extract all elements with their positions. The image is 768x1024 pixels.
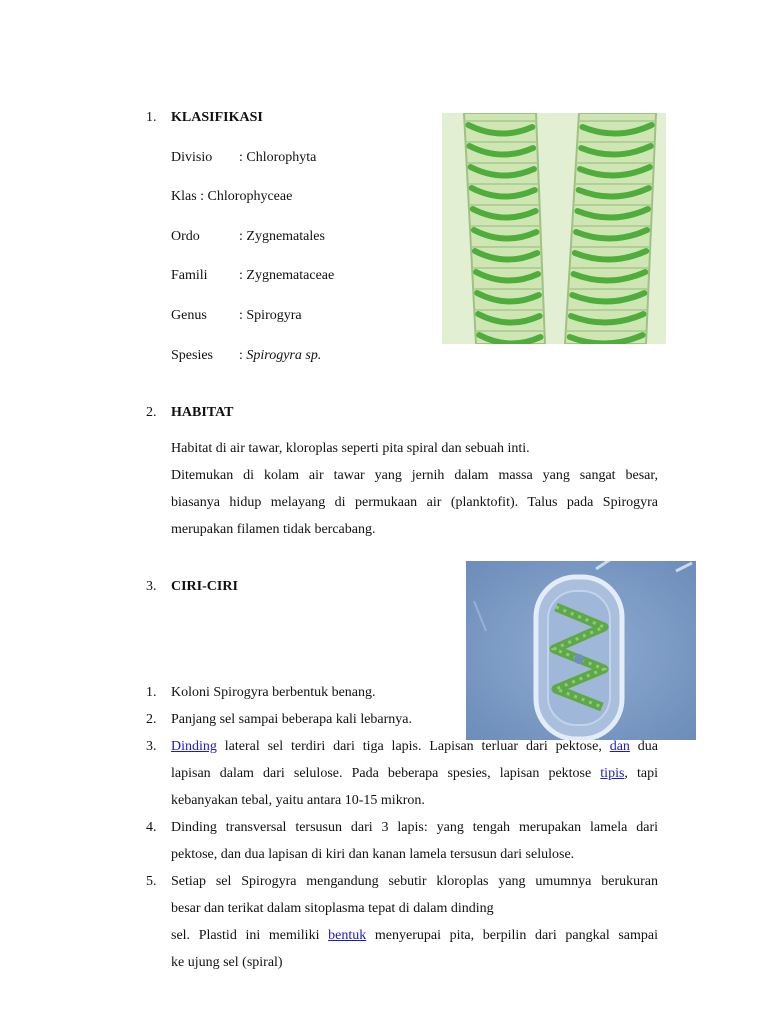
list-text-line-2: [171, 760, 658, 787]
section-2-heading: HABITAT: [171, 405, 234, 420]
list-text-line-1: Dinding transversal tersusun dari 3 lapis: yang tengah merupakan lamela dari: [171, 820, 658, 835]
taxonomy-label: Spesies: [171, 348, 213, 363]
taxonomy-row-ordo: [171, 229, 325, 245]
habitat-paragraph-1: Habitat di air tawar, kloroplas seperti pita spiral dan sebuah inti.: [171, 441, 530, 456]
taxonomy-label: Divisio: [171, 150, 213, 165]
taxonomy-value: : Spirogyra: [239, 308, 302, 323]
taxonomy-value: : Zygnematales: [239, 229, 325, 244]
taxonomy-label: Ordo: [171, 229, 200, 244]
species-name: Spirogyra sp.: [246, 348, 322, 363]
taxonomy-label: Genus: [171, 308, 207, 323]
list-text-line-3: kebanyakan tebal, yaitu antara 10-15 mikron.: [171, 793, 425, 808]
habitat-paragraph-2-line-3: merupakan filamen tidak bercabang.: [171, 522, 376, 537]
section-1-heading: KLASIFIKASI: [171, 110, 263, 125]
link-bentuk[interactable]: bentuk: [328, 928, 367, 943]
list-text-segment: menyerupai pita, berpilin dari pangkal sampai: [366, 928, 659, 943]
list-text-line-3: [171, 922, 658, 949]
list-text-segment: lateral sel terdiri dari tiga lapis. Lapisan terluar dari pektose,: [216, 739, 610, 754]
habitat-paragraph-2-line-2: biasanya hidup melayang di permukaan air (planktofit). Talus pada Spirogyra: [171, 495, 658, 510]
taxonomy-row-spesies: [171, 348, 321, 364]
list-text: Koloni Spirogyra berbentuk benang.: [171, 685, 376, 700]
taxonomy-value: :: [239, 348, 247, 363]
link-dan[interactable]: dan: [609, 739, 630, 754]
section-1-number: 1.: [146, 110, 157, 125]
list-text-line-2: besar dan terikat dalam sitoplasma tepat di dalam dinding: [171, 901, 494, 916]
taxonomy-row-famili: [171, 268, 334, 284]
list-number: 4.: [146, 820, 157, 835]
taxonomy-label: Famili: [171, 268, 208, 283]
list-text-segment: , tapi: [624, 766, 658, 781]
taxonomy-value: : Chlorophyta: [239, 150, 317, 165]
taxonomy-label: Klas: [171, 189, 197, 204]
section-3-heading: CIRI-CIRI: [171, 579, 238, 594]
spirogyra-filament-image: [442, 113, 666, 344]
list-text-segment: lapisan dalam dari selulose. Pada beberapa spesies, lapisan pektose: [171, 766, 601, 781]
taxonomy-row-divisio: [171, 150, 316, 166]
section-3-number: 3.: [146, 579, 157, 594]
taxonomy-value: : Chlorophyceae: [200, 189, 293, 204]
list-text-segment: dua: [629, 739, 658, 754]
list-text-line-1: Setiap sel Spirogyra mengandung sebutir kloroplas yang umumnya berukuran: [171, 874, 658, 889]
taxonomy-row-genus: [171, 308, 302, 324]
list-number: 1.: [146, 685, 157, 700]
taxonomy-row-klas: [171, 189, 292, 205]
list-text: Panjang sel sampai beberapa kali lebarnya.: [171, 712, 413, 727]
link-tipis[interactable]: tipis: [600, 766, 625, 781]
list-text-line-1: [171, 733, 658, 760]
link-dinding[interactable]: Dinding: [171, 739, 217, 754]
list-number: 3.: [146, 739, 157, 754]
list-text-line-2: pektose, dan dua lapisan di kiri dan kanan lamela tersusun dari selulose.: [171, 847, 575, 862]
habitat-paragraph-2-line-1: Ditemukan di kolam air tawar yang jernih dalam massa yang sangat besar,: [171, 468, 658, 483]
list-text-segment: sel. Plastid ini memiliki: [171, 928, 329, 943]
list-number: 5.: [146, 874, 157, 889]
section-2-number: 2.: [146, 405, 157, 420]
taxonomy-value: : Zygnemataceae: [239, 268, 335, 283]
list-text-line-4: ke ujung sel (spiral): [171, 955, 283, 970]
list-number: 2.: [146, 712, 157, 727]
